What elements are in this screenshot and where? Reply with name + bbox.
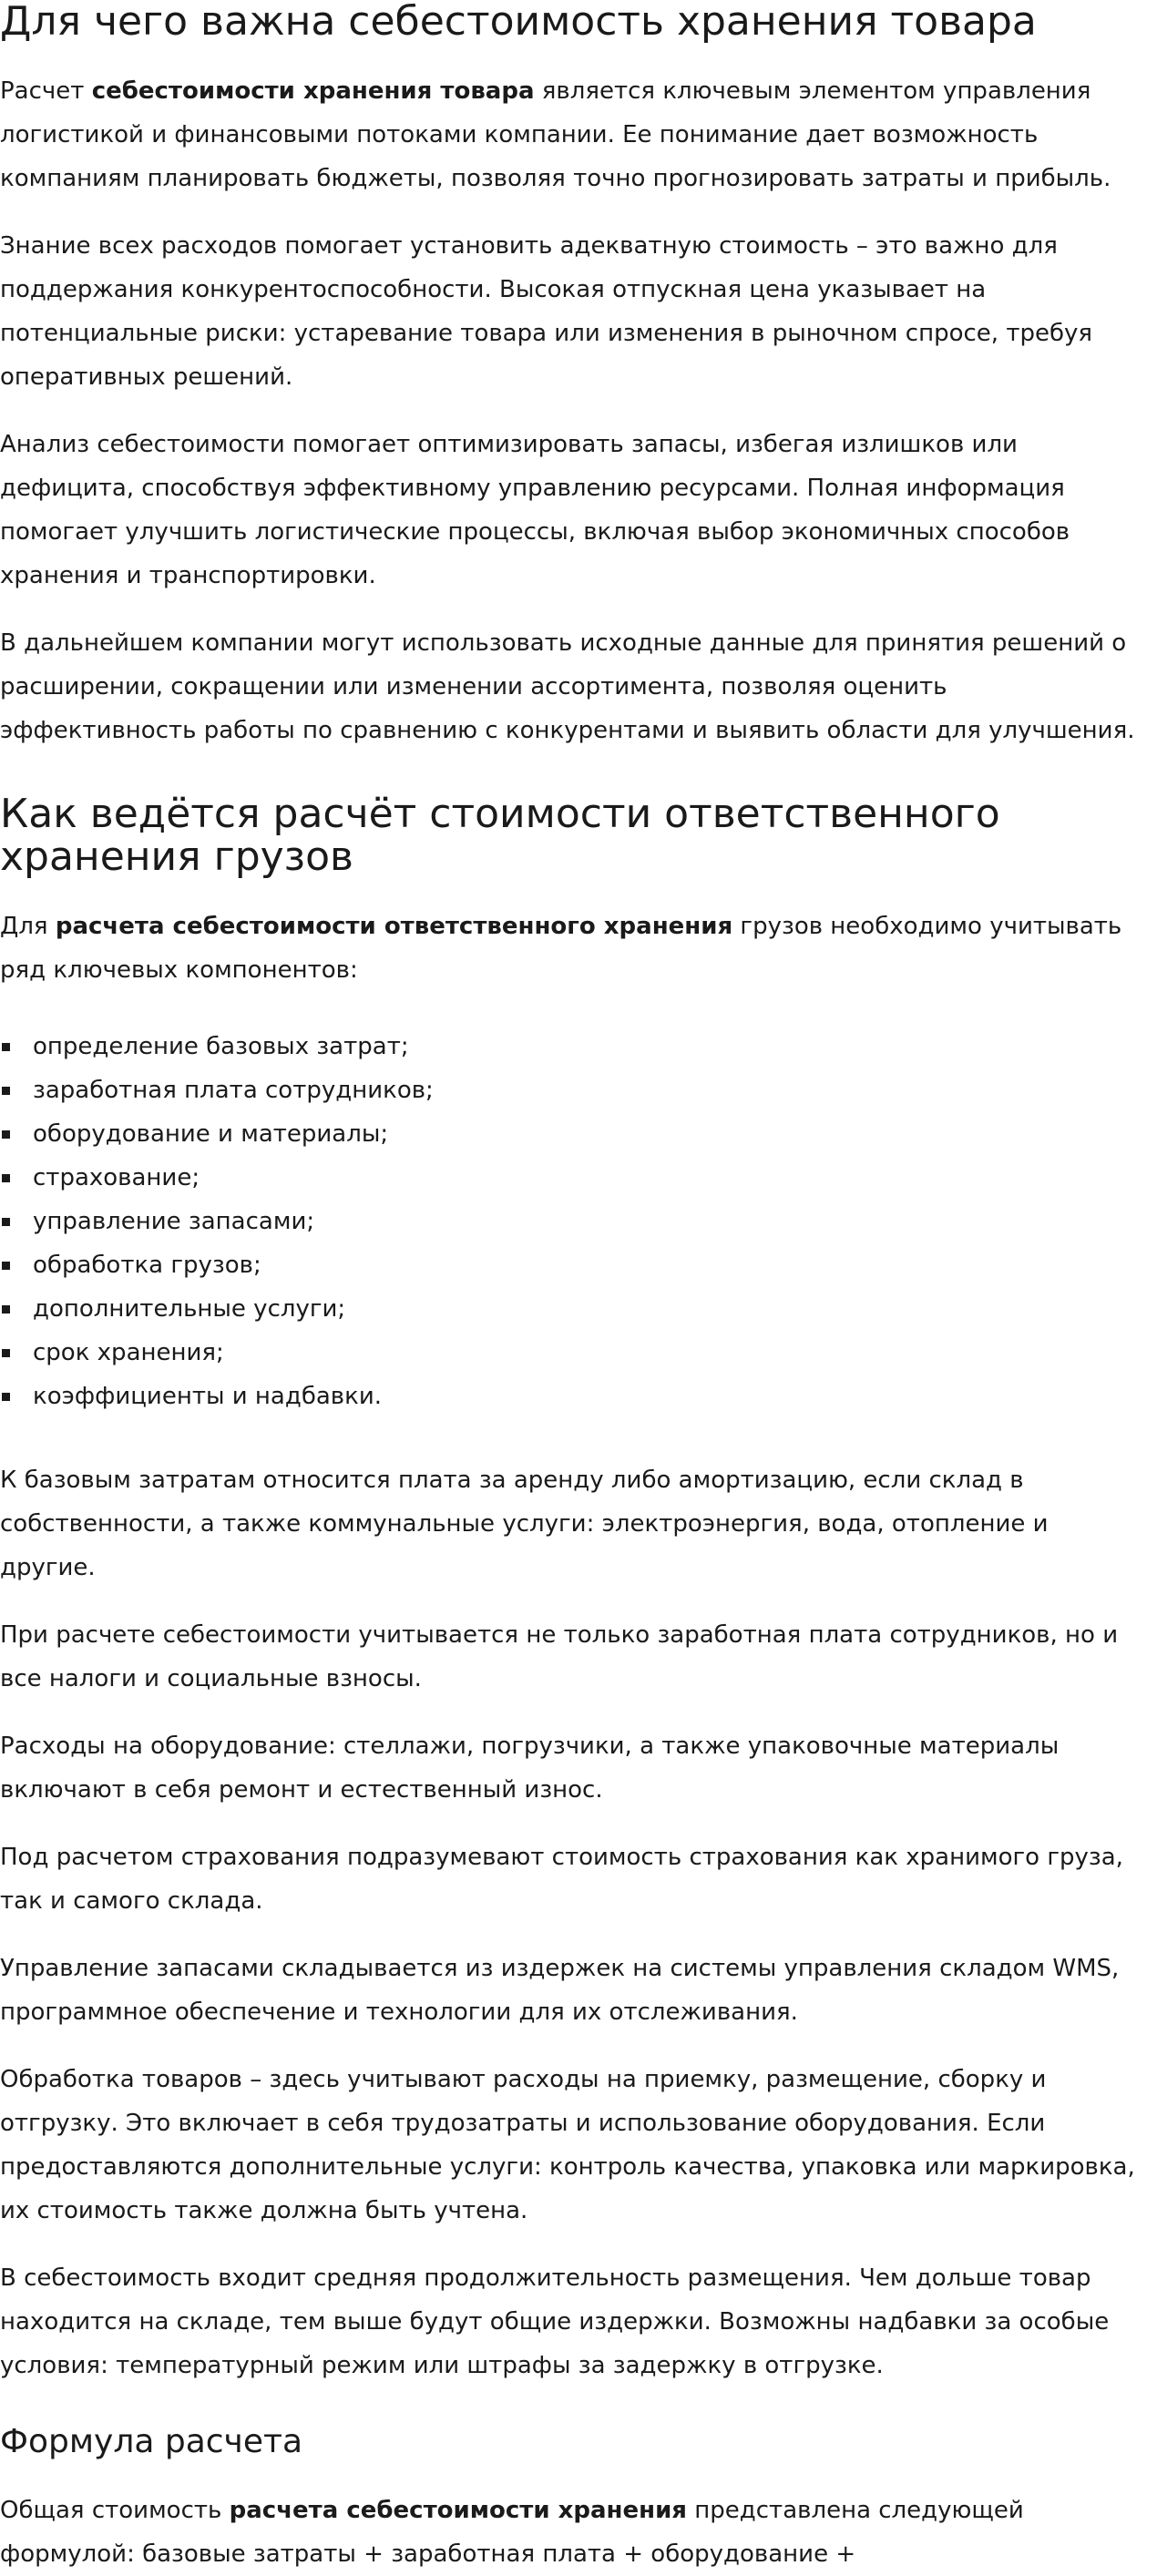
bullet-square-icon bbox=[2, 1174, 10, 1182]
components-list bbox=[0, 1025, 1150, 1418]
bullet-square-icon bbox=[2, 1043, 10, 1051]
paragraph: Управление запасами складывается из издержек на системы управления складом WMS, программное обеспечение и технологии для их отслеживания. bbox=[0, 1955, 1120, 2026]
list-item bbox=[0, 1243, 1150, 1287]
list-item bbox=[0, 1068, 1150, 1112]
bold-term: себестоимости хранения товара bbox=[91, 77, 535, 105]
paragraph-intro bbox=[0, 69, 1150, 200]
bullet-square-icon bbox=[2, 1262, 10, 1270]
text-span: представлена следующей формулой: базовые затраты + заработная плата + оборудование + bbox=[0, 2497, 1024, 2568]
list-item-text: управление запасами; bbox=[33, 1208, 315, 1235]
bullet-square-icon bbox=[2, 1087, 10, 1095]
bullet-square-icon bbox=[2, 1393, 10, 1401]
list-item bbox=[0, 1112, 1150, 1156]
bullet-square-icon bbox=[2, 1130, 10, 1139]
list-item bbox=[0, 1375, 1150, 1418]
text-span: Общая стоимость bbox=[0, 2497, 230, 2524]
text-span: грузов необходимо учитывать ряд ключевых компонентов: bbox=[0, 913, 1122, 984]
paragraph-intro bbox=[0, 905, 1150, 992]
list-item-text: обработка грузов; bbox=[33, 1252, 261, 1279]
text-span: Расчет bbox=[0, 77, 92, 105]
paragraph: Анализ себестоимости помогает оптимизировать запасы, избегая излишков или дефицита, способствуя эффективному управлению ресурсами. Полная информация помогает улучшить логистические процессы, включая выбор экономичных способов хранения и транспортировки. bbox=[0, 431, 1070, 589]
list-item bbox=[0, 1287, 1150, 1331]
bold-term: расчета себестоимости хранения bbox=[229, 2497, 688, 2524]
paragraph: К базовым затратам относится плата за аренду либо амортизацию, если склад в собственности, а также коммунальные услуги: электроэнергия, вода, отопление и другие. bbox=[0, 1467, 1049, 1581]
list-item-text: коэффициенты и надбавки. bbox=[33, 1383, 382, 1410]
list-item-text: страхование; bbox=[33, 1164, 200, 1191]
section-title-formula: Формула расчета bbox=[0, 2423, 302, 2460]
bold-term: расчета себестоимости ответственного хранения bbox=[55, 913, 733, 940]
list-item-text: определение базовых затрат; bbox=[33, 1033, 409, 1060]
paragraph: В себестоимость входит средняя продолжительность размещения. Чем дольше товар находится на складе, тем выше будут общие издержки. Возможны надбавки за особые условия: температурный режим или штрафы за задержку в отгрузке. bbox=[0, 2264, 1110, 2379]
list-item bbox=[0, 1156, 1150, 1200]
text-span: является ключевым элементом управления логистикой и финансовыми потоками компании. Ее понимание дает возможность компаниям планировать бюджеты, позволяя точно прогнозировать затраты и прибыль. bbox=[0, 77, 1111, 192]
bullet-square-icon bbox=[2, 1218, 10, 1226]
list-item bbox=[0, 1025, 1150, 1068]
paragraph: Обработка товаров – здесь учитывают расходы на приемку, размещение, сборку и отгрузку. Это включает в себя трудозатраты и использование оборудования. Если предоставляются дополнительные услуги: контроль качества, упаковка или маркировка, их стоимость также должна быть учтена. bbox=[0, 2066, 1135, 2224]
paragraph: Знание всех расходов помогает установить адекватную стоимость – это важно для поддержания конкурентоспособности. Высокая отпускная цена указывает на потенциальные риски: устаревание товара или изменения в рыночном спросе, требуя оперативных решений. bbox=[0, 232, 1093, 391]
paragraph: Под расчетом страхования подразумевают стоимость страхования как хранимого груза, так и самого склада. bbox=[0, 1844, 1123, 1915]
text-span: Для bbox=[0, 913, 56, 940]
section-title-storage-cost-importance: Для чего важна себестоимость хранения товара bbox=[0, 0, 1037, 45]
list-item-text: дополнительные услуги; bbox=[33, 1295, 346, 1323]
list-item bbox=[0, 1200, 1150, 1243]
list-item-text: оборудование и материалы; bbox=[33, 1120, 389, 1148]
paragraph: При расчете себестоимости учитывается не только заработная плата сотрудников, но и все налоги и социальные взносы. bbox=[0, 1621, 1119, 1692]
bullet-square-icon bbox=[2, 1349, 10, 1357]
list-item-text: заработная плата сотрудников; bbox=[33, 1077, 434, 1104]
list-item bbox=[0, 1331, 1150, 1375]
section-title-calculation: Как ведётся расчёт стоимости ответственного хранения грузов bbox=[0, 791, 1000, 880]
paragraph: Расходы на оборудование: стеллажи, погрузчики, а также упаковочные материалы включают в себя ремонт и естественный износ. bbox=[0, 1733, 1060, 1804]
bullet-square-icon bbox=[2, 1305, 10, 1314]
list-item-text: срок хранения; bbox=[33, 1339, 224, 1366]
paragraph: В дальнейшем компании могут использовать исходные данные для принятия решений о расширении, сокращении или изменении ассортимента, позволяя оценить эффективность работы по сравнению с конкурентами и выявить области для улучшения. bbox=[0, 629, 1135, 744]
paragraph-formula bbox=[0, 2489, 1150, 2576]
